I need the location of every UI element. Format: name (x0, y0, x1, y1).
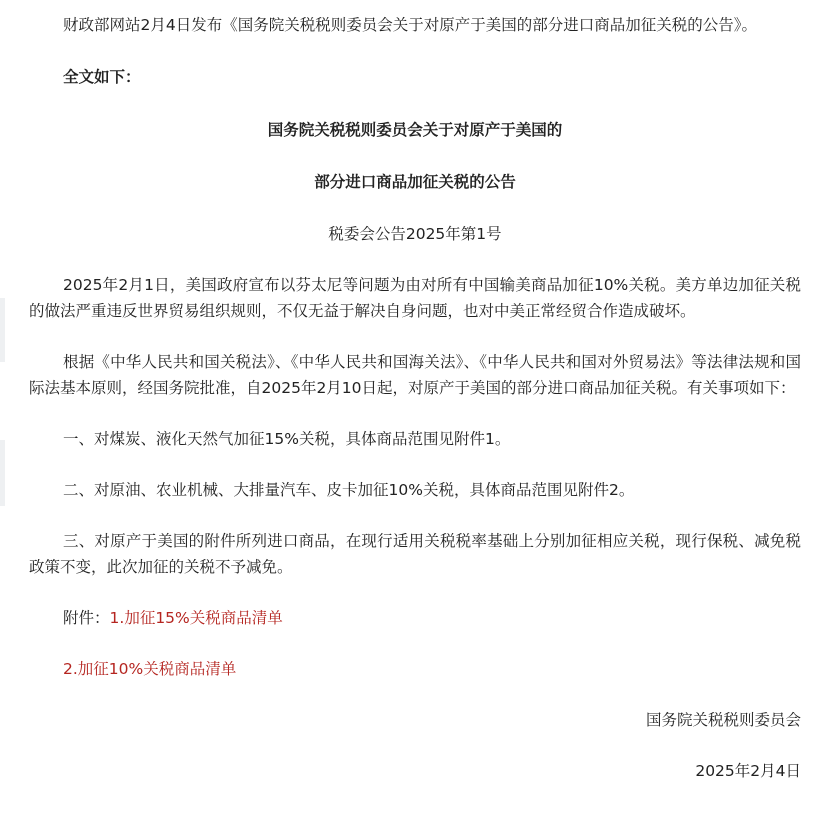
body-paragraph: 二、对原油、农业机械、大排量汽车、皮卡加征10%关税，具体商品范围见附件2。 (63, 481, 635, 499)
scroll-edge-marker (0, 440, 5, 506)
intro-paragraph: 财政部网站2月4日发布《国务院关税税则委员会关于对原产于美国的部分进口商品加征关税的公告》。 (63, 16, 757, 34)
body-paragraph: 一、对煤炭、液化天然气加征15%关税，具体商品范围见附件1。 (63, 430, 511, 448)
body-paragraph: 三、对原产于美国的附件所列进口商品，在现行适用关税税率基础上分别加征相应关税，现行保税、减免税政策不变，此次加征的关税不予减免。 (29, 532, 801, 576)
announcement-title-line2: 部分进口商品加征关税的公告 (314, 173, 516, 191)
attachment-2-link[interactable]: 加征10%关税商品清单 (77, 660, 237, 678)
attachment-label: 附件： (63, 609, 110, 627)
signature: 国务院关税税则委员会 (645, 711, 801, 729)
announcement-title-line1: 国务院关税税则委员会关于对原产于美国的 (267, 121, 563, 139)
attachment-2-prefix[interactable]: 2. (63, 660, 78, 678)
article-body (29, 12, 801, 784)
attachment-1-prefix[interactable]: 1. (109, 609, 125, 627)
fulltext-label: 全文如下： (63, 68, 141, 86)
attachment-line-1 (29, 605, 801, 631)
body-paragraph: 2025年2月1日，美国政府宣布以芬太尼等问题为由对所有中国输美商品加征10%关税。美方单边加征关税的做法严重违反世界贸易组织规则，不仅无益于解决自身问题，也对中美正常经贸合作造成破坏。 (29, 276, 801, 320)
attachment-1-link[interactable]: 加征15%关税商品清单 (124, 609, 283, 627)
body-paragraph: 根据《中华人民共和国关税法》、《中华人民共和国海关法》、《中华人民共和国对外贸易法》等法律法规和国际法基本原则，经国务院批准，自2025年2月10日起，对原产于美国的部分进口商品加征关税。有关事项如下： (29, 353, 801, 397)
attachment-line-2 (29, 656, 801, 682)
document-number: 税委会公告2025年第1号 (328, 225, 502, 243)
scroll-edge-marker (0, 298, 5, 362)
issue-date: 2025年2月4日 (695, 762, 801, 780)
